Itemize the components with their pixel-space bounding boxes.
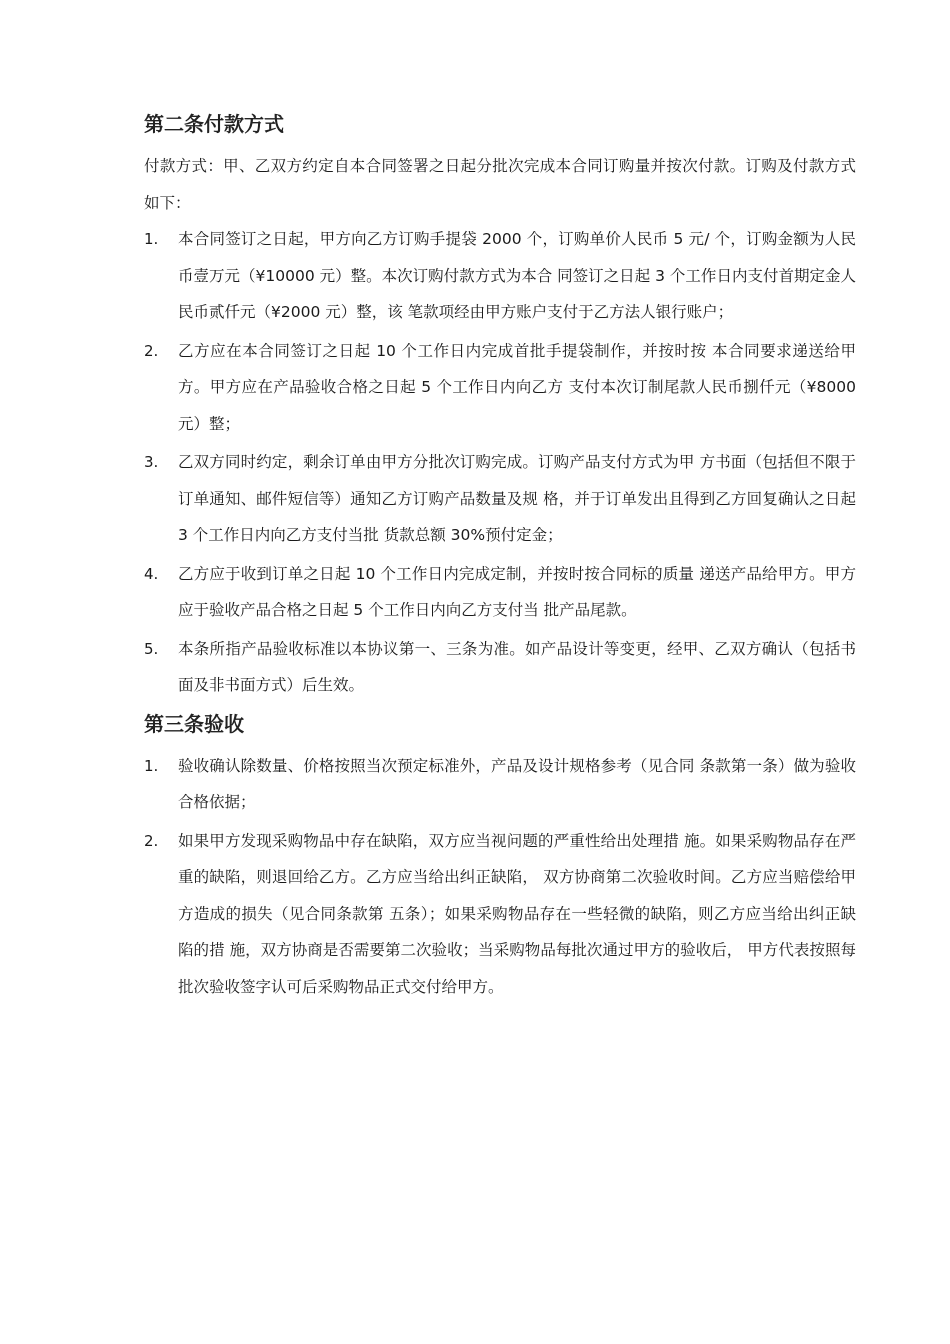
list-item-text: 乙方应于收到订单之日起 10 个工作日内完成定制，并按时按合同标的质量 递送产品给甲方。甲方应于验收产品合格之日起 5 个工作日内向乙方支付当 批产品尾款。 (178, 564, 856, 619)
list-item-number: 1. (144, 230, 159, 248)
article-3-list (144, 748, 856, 1006)
list-item-text: 乙方应在本合同签订之日起 10 个工作日内完成首批手提袋制作，并按时按 本合同要求递送给甲方。甲方应在产品验收合格之日起 5 个工作日内向乙方 支付本次订制尾款人民币捌仟元（¥8000 元）整； (178, 341, 856, 433)
list-item-number: 3. (144, 453, 159, 471)
list-item (144, 333, 856, 443)
list-item-number: 2. (144, 341, 159, 360)
list-item-text: 本条所指产品验收标准以本协议第一、三条为准。如产品设计等变更，经甲、乙双方确认（包括书面及非书面方式）后生效。 (178, 639, 856, 694)
document-body (144, 106, 856, 1007)
list-item-text: 如果甲方发现采购物品中存在缺陷，双方应当视问题的严重性给出处理措 施。如果采购物品存在严重的缺陷，则退回给乙方。乙方应当给出纠正缺陷， 双方协商第二次验收时间。乙方应当赔偿给甲方造成的损失（见合同条款第 五条）；如果采购物品存在一些轻微的缺陷，则乙方应当给出纠正缺陷的措 施，双方协商是否需要第二次验收；当采购物品每批次通过甲方的验收后， 甲方代表按照每批次验收签字认可后采购物品正式交付给甲方。 (178, 831, 856, 996)
list-item (144, 221, 856, 331)
list-item (144, 631, 856, 704)
list-item-number: 4. (144, 564, 159, 583)
list-item (144, 823, 856, 1006)
list-item-number: 5. (144, 639, 159, 658)
article-2-intro: 付款方式：甲、乙双方约定自本合同签署之日起分批次完成本合同订购量并按次付款。订购及付款方式如下： (144, 157, 856, 212)
list-item (144, 556, 856, 629)
list-item-text: 本合同签订之日起，甲方向乙方订购手提袋 2000 个，订购单价人民币 5 元/ 个，订购金额为人民币壹万元（¥10000 元）整。本次订购付款方式为本合 同签订之日起 3 个工作日内支付首期定金人民币贰仟元（¥2000 元）整，该 笔款项经由甲方账户支付于乙方法人银行账户； (178, 230, 856, 321)
list-item-text: 验收确认除数量、价格按照当次预定标准外，产品及设计规格参考（见合同 条款第一条）做为验收合格依据； (178, 756, 856, 811)
list-item (144, 444, 856, 554)
list-item-number: 2. (144, 831, 159, 850)
article-2-list (144, 221, 856, 704)
list-item (144, 748, 856, 821)
article-2-heading: 第二条付款方式 (144, 112, 284, 136)
list-item-number: 1. (144, 756, 159, 775)
list-item-text: 乙双方同时约定，剩余订单由甲方分批次订购完成。订购产品支付方式为甲 方书面（包括但不限于订单通知、邮件短信等）通知乙方订购产品数量及规 格，并于订单发出且得到乙方回复确认之日起 3 个工作日内向乙方支付当批 货款总额 30%预付定金； (178, 453, 856, 544)
article-3-heading: 第三条验收 (144, 711, 244, 736)
